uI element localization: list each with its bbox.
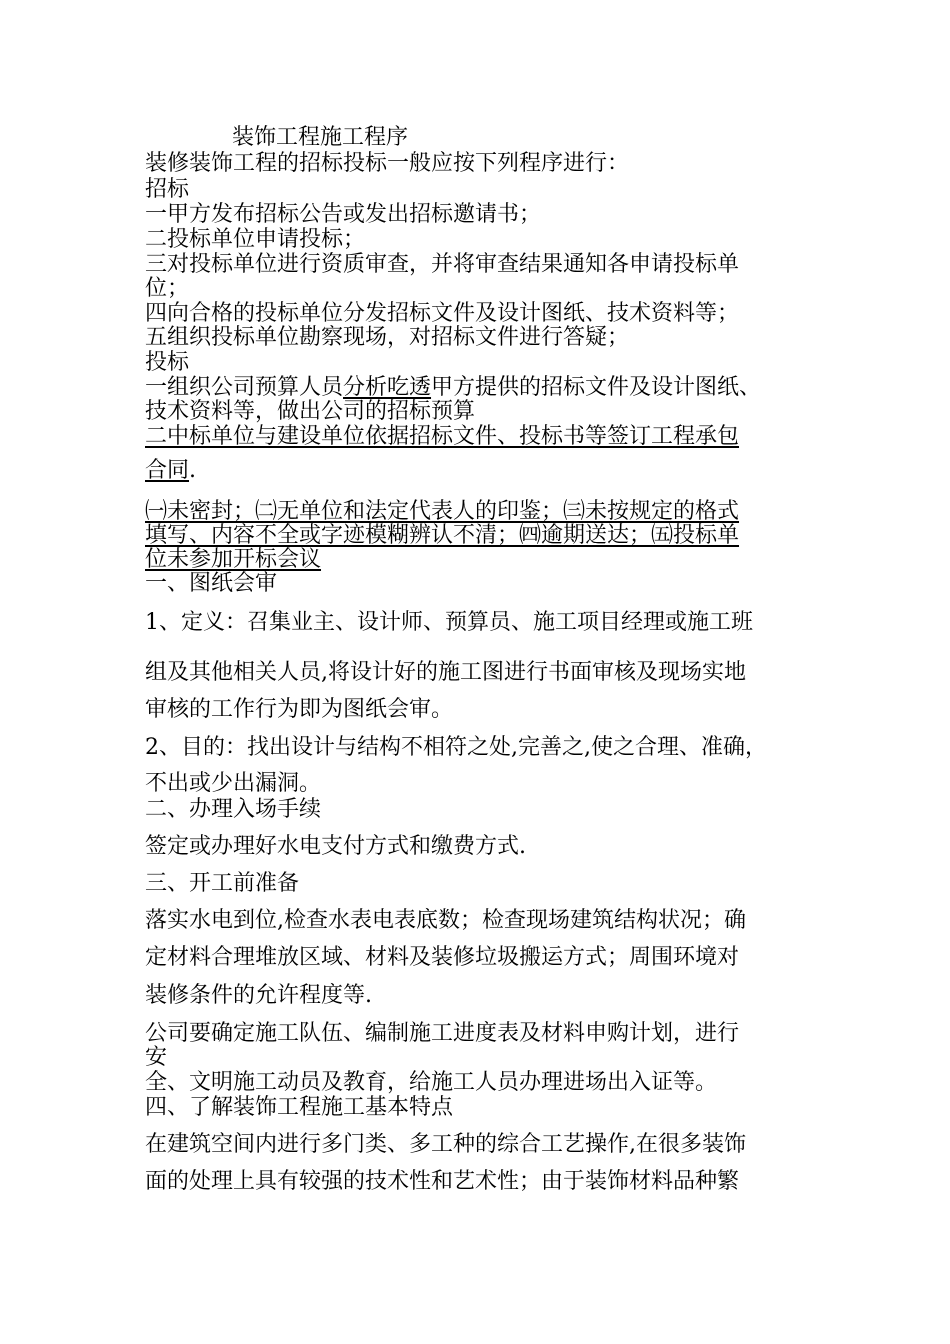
invalid-bid-line: 位未参加开标会议 [145, 547, 322, 572]
bidding-step: 四向合格的投标单位分发招标文件及设计图纸、技术资料等； [145, 301, 740, 326]
section-1-line: 2、目的：找出设计与结构不相符之处,完善之,使之合理、准确， [145, 735, 767, 760]
section-3-line: 装修条件的允许程度等. [145, 983, 372, 1008]
bidding-step: 五组织投标单位勘察现场，对招标文件进行答疑； [145, 325, 630, 350]
tender-step-2-continued [145, 458, 196, 484]
section-3-line: 落实水电到位,检查水表电表底数；检查现场建筑结构状况；确 [145, 908, 746, 933]
section-3-line: 全、文明施工动员及教育，给施工人员办理进场出入证等。 [145, 1070, 718, 1095]
tender-step-2-tail: . [189, 458, 197, 483]
section-2-line: 签定或办理好水电支付方式和缴费方式. [145, 834, 526, 859]
section-1-line: 不出或少出漏洞。 [145, 771, 322, 796]
section-1-line: 1、定义：召集业主、设计师、预算员、施工项目经理或施工班 [145, 610, 753, 635]
section-4-line: 在建筑空间内进行多门类、多工种的综合工艺操作,在很多装饰 [145, 1132, 746, 1157]
tender-step-1-underlined: 分析吃透 [343, 375, 432, 400]
section-3-line: 安 [145, 1045, 168, 1070]
section-1-heading: 一、图纸会审 [145, 571, 278, 596]
bidding-heading: 招标 [145, 177, 190, 202]
bidding-step: 二投标单位申请投标； [145, 227, 366, 252]
tender-step-2: 二中标单位与建设单位依据招标文件、投标书等签订工程承包 [145, 424, 740, 449]
document-title: 装饰工程施工程序 [232, 125, 409, 150]
section-3-line: 公司要确定施工队伍、编制施工进度表及材料申购计划，进行 [145, 1021, 740, 1046]
section-1-line: 组及其他相关人员,将设计好的施工图进行书面审核及现场实地 [145, 660, 746, 685]
tender-step-1-suffix: 甲方提供的招标文件及设计图纸、 [431, 375, 762, 400]
tender-heading: 投标 [145, 350, 190, 375]
section-3-line: 定材料合理堆放区域、材料及装修垃圾搬运方式；周围环境对 [145, 945, 740, 970]
tender-step-1-continued: 技术资料等，做出公司的招标预算 [145, 399, 476, 424]
tender-step-2-underlined: 合同 [145, 458, 190, 483]
intro-text: 装修装饰工程的招标投标一般应按下列程序进行： [145, 151, 630, 176]
section-2-heading: 二、办理入场手续 [145, 797, 322, 822]
section-3-heading: 三、开工前准备 [145, 871, 300, 896]
invalid-bid-line: 填写、内容不全或字迹模糊辨认不清；㈣逾期送达；㈤投标单 [145, 523, 740, 548]
invalid-bid-line: ㈠未密封；㈡无单位和法定代表人的印鉴；㈢未按规定的格式 [145, 499, 740, 524]
bidding-step: 一甲方发布招标公告或发出招标邀请书； [145, 202, 542, 227]
bidding-step: 位； [145, 276, 190, 301]
tender-step-1-prefix: 一组织公司预算人员 [145, 375, 344, 400]
section-4-line: 面的处理上具有较强的技术性和艺术性；由于装饰材料品种繁 [145, 1169, 740, 1194]
bidding-step: 三对投标单位进行资质审查，并将审查结果通知各申请投标单 [145, 252, 740, 277]
section-1-line: 审核的工作行为即为图纸会审。 [145, 697, 454, 722]
tender-step-1 [145, 375, 761, 401]
section-4-heading: 四、了解装饰工程施工基本特点 [145, 1095, 454, 1120]
